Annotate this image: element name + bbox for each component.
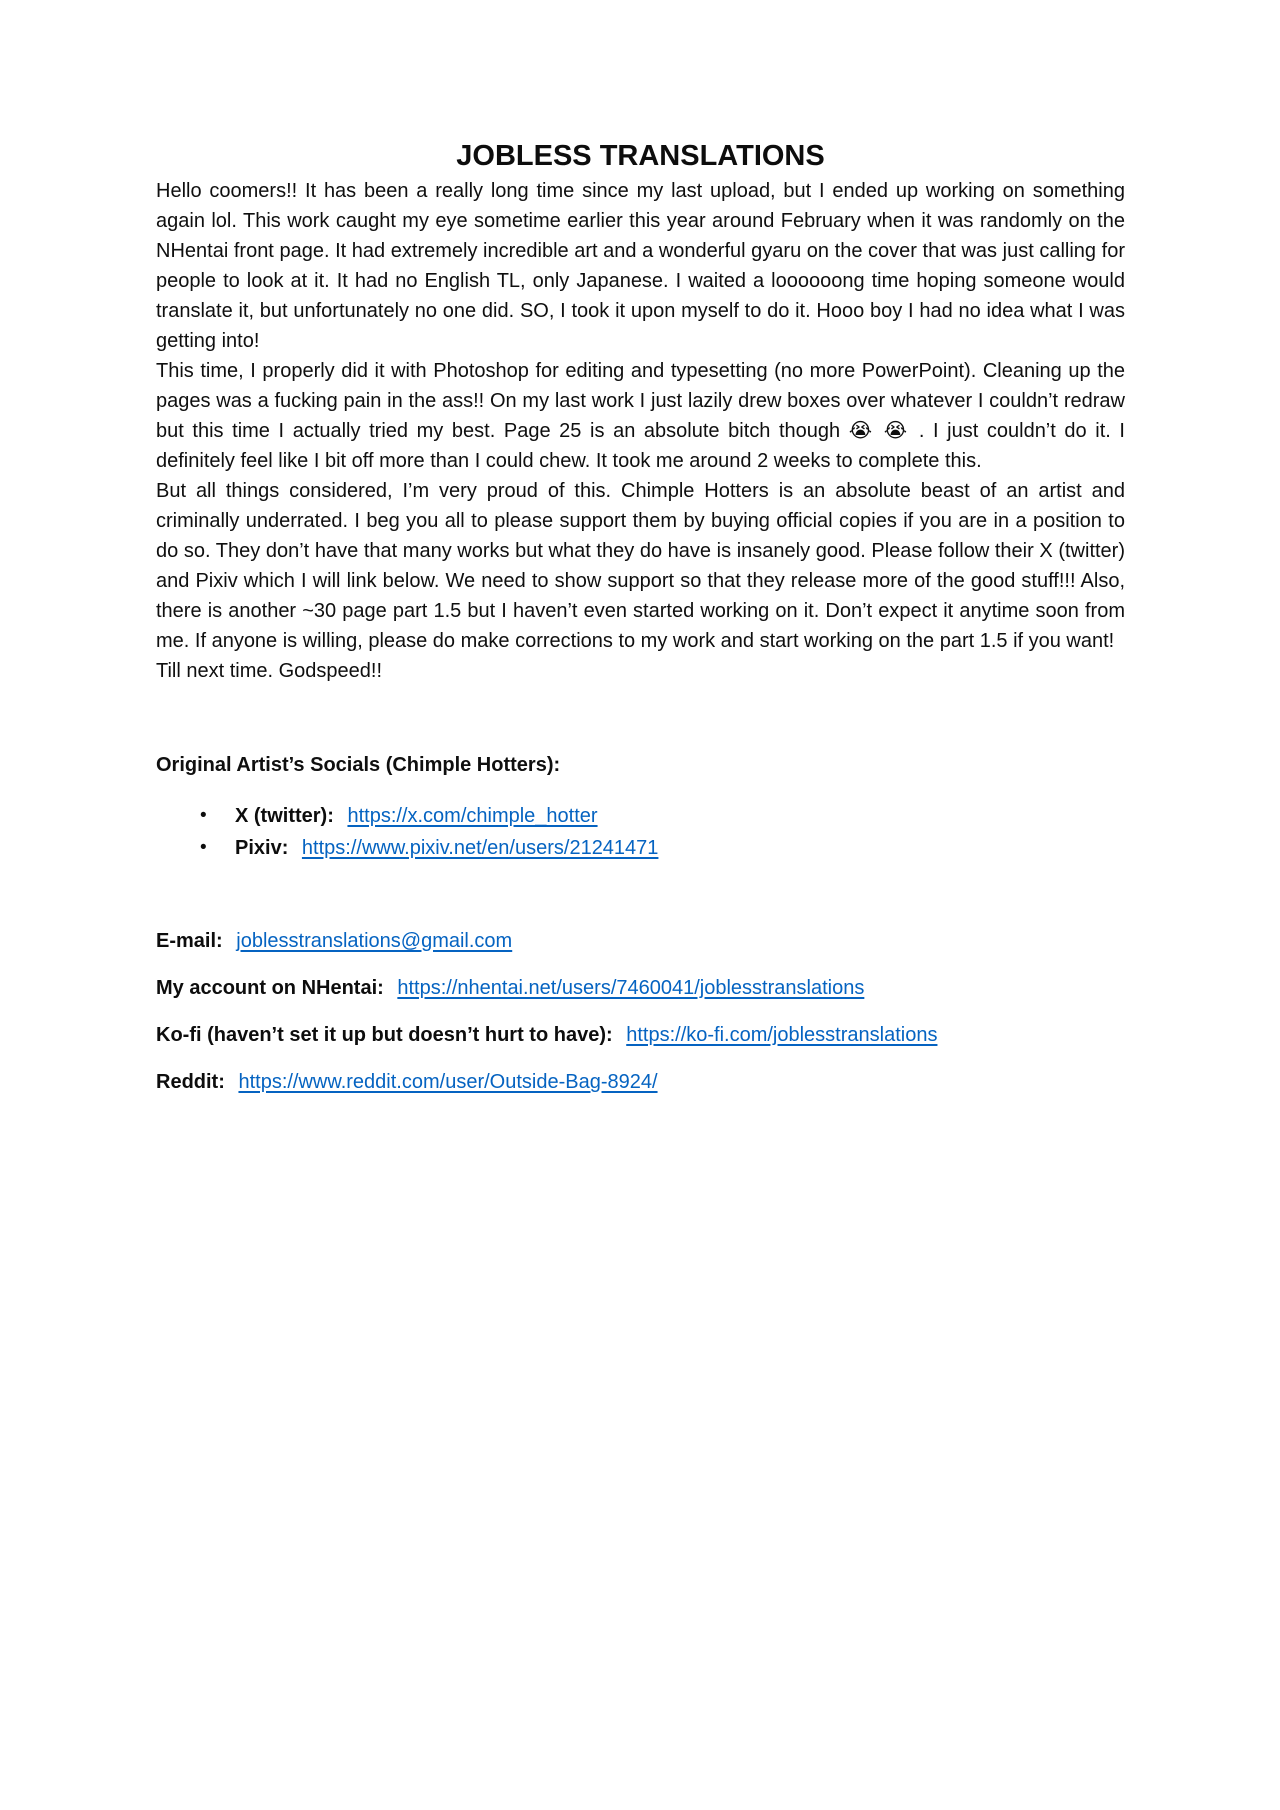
reddit-label: Reddit: xyxy=(156,1071,225,1093)
bullet-icon: • xyxy=(200,837,207,858)
email-label: E-mail: xyxy=(156,930,223,952)
pixiv-link[interactable]: https://www.pixiv.net/en/users/21241471 xyxy=(301,837,659,859)
socials-heading: Original Artist’s Socials (Chimple Hotters): xyxy=(156,754,561,776)
nhentai-link[interactable]: https://nhentai.net/users/7460041/joblesstranslations xyxy=(397,977,865,999)
kofi-link[interactable]: https://ko-fi.com/joblesstranslations xyxy=(626,1024,938,1046)
support-paragraph: But all things considered, I’m very proud of this. Chimple Hotters is an absolute beast of an artist and criminally underrated. I beg you all to please support them by buying official copies if you are in a position to do so. They don’t have that many works but what they do have is insanely good. Please follow their X (twitter) and Pixiv which I will link below. We need to show support so that they release more of the good stuff!!! Also, there is another ~30 page part 1.5 but I haven’t even started working on it. Don’t expect it anytime soon from me. If anyone is willing, please do make corrections to my work and start working on the part 1.5 if you want! xyxy=(156,480,1125,652)
social-item-pixiv xyxy=(156,832,1125,864)
twitter-link[interactable]: https://x.com/chimple_hotter xyxy=(347,805,598,827)
closing-line: Till next time. Godspeed!! xyxy=(156,660,383,682)
contact-line-nhentai xyxy=(156,973,1125,1003)
kofi-label: Ko-fi (haven’t set it up but doesn’t hurt to have): xyxy=(156,1024,613,1046)
intro-paragraph: Hello coomers!! It has been a really long time since my last upload, but I ended up working on something again lol. This work caught my eye sometime earlier this year around February when it was randomly on the NHentai front page. It had extremely incredible art and a wonderful gyaru on the cover that was just calling for people to look at it. It had no English TL, only Japanese. I waited a loooooong time hoping someone would translate it, but unfortunately no one did. SO, I took it upon myself to do it. Hooo boy I had no idea what I was getting into! xyxy=(156,180,1125,352)
contact-line-kofi xyxy=(156,1020,1125,1050)
twitter-label: X (twitter): xyxy=(235,805,334,827)
social-item-twitter xyxy=(156,800,1125,832)
nhentai-label: My account on NHentai: xyxy=(156,977,384,999)
page-title: JOBLESS TRANSLATIONS xyxy=(456,140,825,172)
reddit-link[interactable]: https://www.reddit.com/user/Outside-Bag-8924/ xyxy=(238,1071,658,1093)
socials-list xyxy=(156,800,1125,864)
contact-line-reddit xyxy=(156,1067,1125,1097)
pixiv-label: Pixiv: xyxy=(235,837,289,859)
bullet-icon: • xyxy=(200,805,207,826)
process-paragraph: This time, I properly did it with Photoshop for editing and typesetting (no more PowerPoint). Cleaning up the pages was a fucking pain in the ass!! On my last work I just lazily drew boxes over whatever I couldn’t redraw but this time I actually tried my best. Page 25 is an absolute bitch though 😭 😭 . I just couldn’t do it. I definitely feel like I bit off more than I could chew. It took me around 2 weeks to complete this. xyxy=(156,360,1125,472)
email-link[interactable]: joblesstranslations@gmail.com xyxy=(236,930,513,952)
contact-line-email xyxy=(156,926,1125,956)
